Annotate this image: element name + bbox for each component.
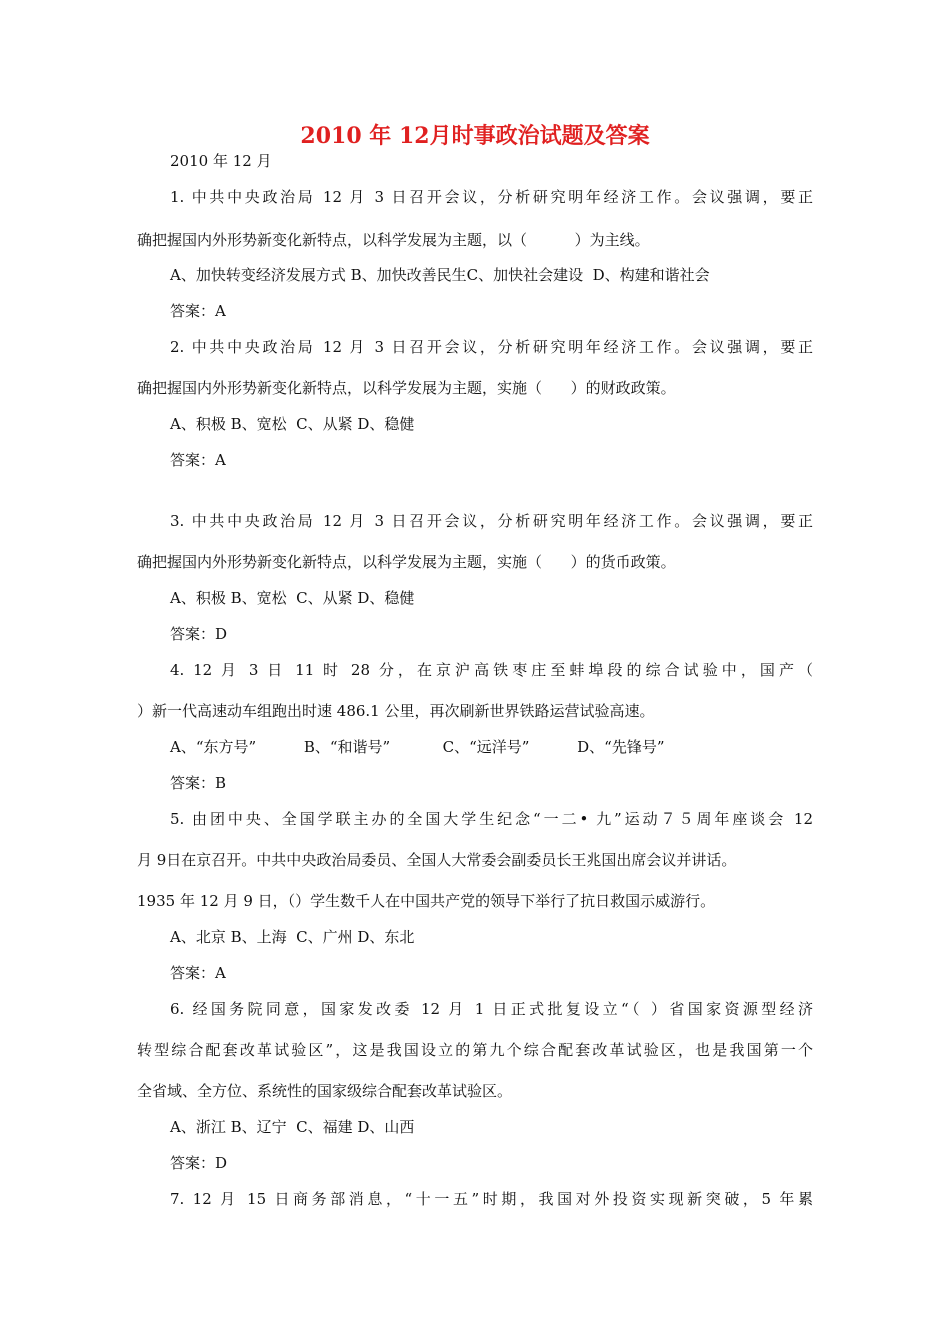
question-5-line-3: 1935 年 12 月 9 日，（）学生数千人在中国共产党的领导下举行了抗日救国示威游行。 bbox=[137, 892, 716, 910]
question-5-line-2: 月 9日在京召开。中共中央政治局委员、全国人大常委会副委员长王兆国出席会议并讲话。 bbox=[137, 851, 737, 869]
question-6-answer: 答案：D bbox=[170, 1154, 228, 1172]
question-4-line-2: ）新一代高速动车组跑出时速 486.1 公里，再次刷新世界铁路运营试验高速。 bbox=[137, 702, 655, 720]
question-2-options: A、积极 B、宽松 C、从紧 D、稳健 bbox=[170, 415, 415, 433]
question-2-answer: 答案：A bbox=[170, 451, 226, 469]
question-6-line-2: 转型综合配套改革试验区”，这是我国设立的第九个综合配套改革试验区，也是我国第一个 bbox=[137, 1041, 813, 1059]
question-1-options: A、加快转变经济发展方式 B、加快改善民生C、加快社会建设 D、构建和谐社会 bbox=[170, 266, 710, 284]
question-4-answer: 答案：B bbox=[170, 774, 227, 792]
question-3-line-2: 确把握国内外形势新变化新特点，以科学发展为主题，实施（ ）的货币政策。 bbox=[137, 553, 676, 571]
document-title: 2010 年 12月时事政治试题及答案 bbox=[300, 123, 650, 149]
question-3-answer: 答案：D bbox=[170, 625, 228, 643]
question-1-line-1: 1. 中共中央政治局 12 月 3 日召开会议，分析研究明年经济工作。会议强调，要正 bbox=[170, 188, 813, 206]
question-1-answer: 答案：A bbox=[170, 302, 226, 320]
question-4-line-1: 4. 12 月 3 日 11 时 28 分，在京沪高铁枣庄至蚌埠段的综合试验中，国产（ bbox=[170, 661, 813, 679]
question-6-line-3: 全省域、全方位、系统性的国家级综合配套改革试验区。 bbox=[137, 1082, 513, 1100]
question-1-line-2: 确把握国内外形势新变化新特点，以科学发展为主题，以（ ）为主线。 bbox=[137, 231, 650, 249]
question-6-options: A、浙江 B、辽宁 C、福建 D、山西 bbox=[170, 1118, 415, 1136]
question-5-line-1: 5. 由团中央、全国学联主办的全国大学生纪念“一二• 九”运动７５周年座谈会 12 bbox=[170, 810, 813, 828]
question-5-answer: 答案：A bbox=[170, 964, 226, 982]
question-7-line-1: 7. 12 月 15 日商务部消息，“十一五”时期，我国对外投资实现新突破，5 年累 bbox=[170, 1190, 813, 1208]
question-3-line-1: 3. 中共中央政治局 12 月 3 日召开会议，分析研究明年经济工作。会议强调，要正 bbox=[170, 512, 813, 530]
question-2-line-2: 确把握国内外形势新变化新特点，以科学发展为主题，实施（ ）的财政政策。 bbox=[137, 379, 676, 397]
question-3-options: A、积极 B、宽松 C、从紧 D、稳健 bbox=[170, 589, 415, 607]
question-4-options: A、“东方号” B、“和谐号” C、“远洋号” D、“先锋号” bbox=[170, 738, 665, 756]
question-6-line-1: 6. 经国务院同意，国家发改委 12 月 1 日正式批复设立“（ ）省国家资源型经济 bbox=[170, 1000, 813, 1018]
question-2-line-1: 2. 中共中央政治局 12 月 3 日召开会议，分析研究明年经济工作。会议强调，要正 bbox=[170, 338, 813, 356]
document-date: 2010 年 12 月 bbox=[170, 152, 272, 170]
question-5-options: A、北京 B、上海 C、广州 D、东北 bbox=[170, 928, 415, 946]
